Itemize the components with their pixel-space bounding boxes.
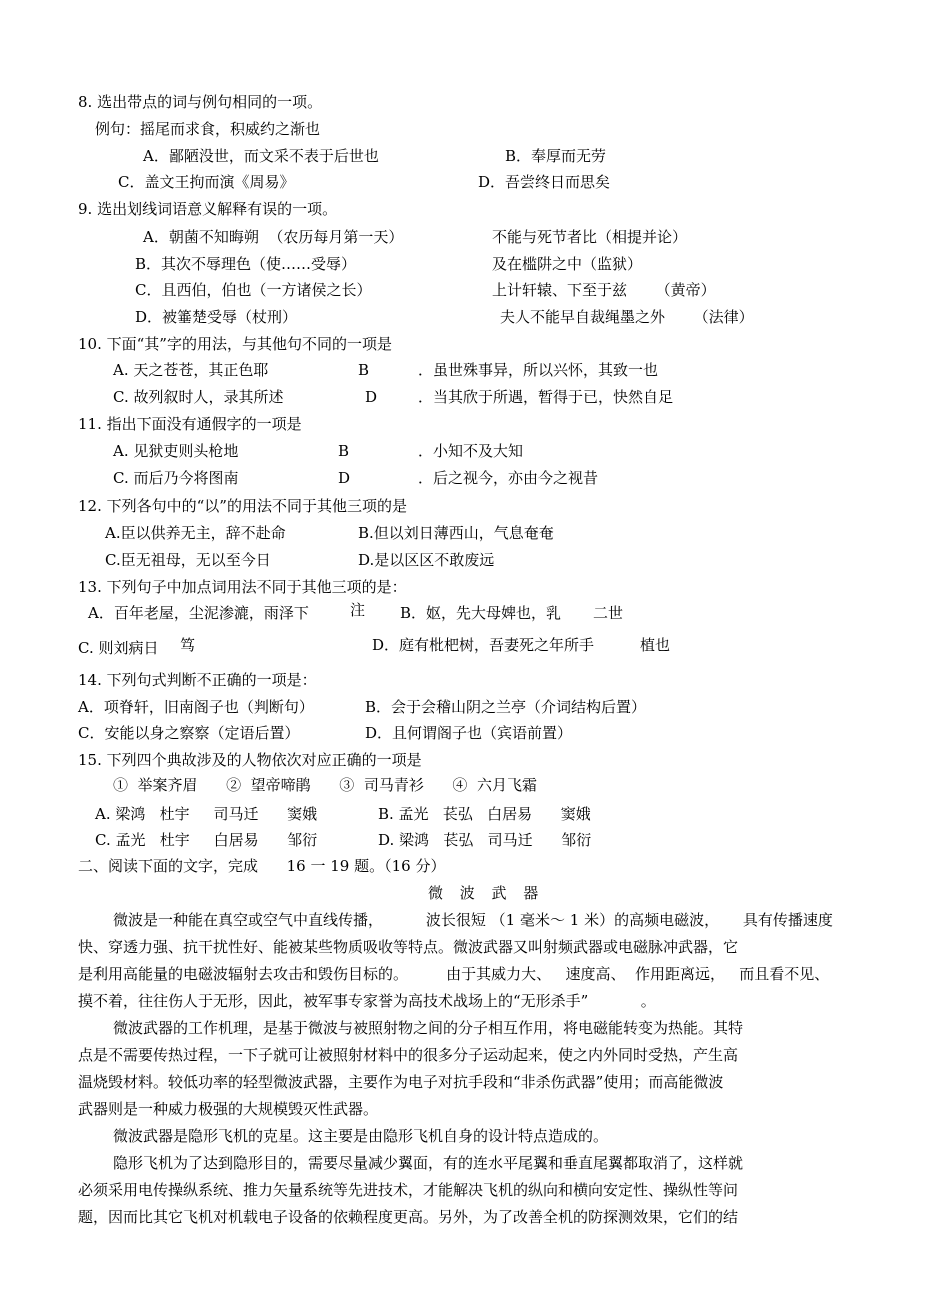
q15-stem: 15. 下列四个典故涉及的人物依次对应正确的一项是 — [78, 751, 422, 769]
q15-option-a: A. 梁鸿 杜宇 司马迁 窦娥 — [95, 805, 318, 823]
q10-option-a: A. 天之苍苍，其正色耶 — [113, 361, 269, 379]
q15-option-d: D. 梁鸿 苌弘 司马迁 邹衍 — [378, 831, 592, 849]
q10-option-d-letter: D — [365, 388, 378, 406]
article-line: 快、穿透力强、抗干扰性好、能被某些物质吸收等特点。微波武器又叫射频武器或电磁脉冲武器，它 — [78, 938, 739, 956]
q8-option-b: B．奉厚而无劳 — [505, 147, 607, 165]
article-line: 微波是一种能在真空或空气中直线传播， 波长很短 （1 毫米～ 1 米）的高频电磁波， 具有传播速度 — [113, 911, 833, 929]
q9-b-left: B．其次不辱理色（使……受辱） — [135, 255, 357, 273]
q9-b-right: 及在槛阱之中（监狱） — [492, 255, 643, 273]
q12-option-a: A.臣以供养无主，辞不赴命 — [105, 524, 286, 542]
q9-a-right: 不能与死节者比（相提并论） — [492, 228, 688, 246]
q9-d-right: 夫人不能早自裁绳墨之外 （法律） — [500, 308, 754, 326]
q14-option-c: C．安能以身之察察（定语后置） — [78, 724, 300, 742]
q14-option-a: A．项脊轩，旧南阁子也（判断句） — [78, 698, 314, 716]
q14-option-d: D．且何谓阁子也（宾语前置） — [365, 724, 573, 742]
q9-c-left: C．且西伯，伯也（一方诸侯之长） — [135, 281, 372, 299]
q12-option-c: C.臣无祖母，无以至今日 — [105, 551, 271, 569]
q10-stem: 10. 下面“其”字的用法，与其他句不同的一项是 — [78, 335, 392, 353]
q13-option-a: A．百年老屋，尘泥渗漉，雨泽下 — [88, 604, 309, 622]
q13-option-b: B．妪，先大母婢也，乳 — [400, 604, 562, 622]
q9-c-right: 上计轩辕、下至于兹 （黄帝） — [492, 281, 716, 299]
q8-option-c: C．盖文王拘而演《周易》 — [118, 173, 295, 191]
article-line: 隐形飞机为了达到隐形目的，需要尽量减少翼面，有的连水平尾翼和垂直尾翼都取消了，这样就 — [113, 1154, 744, 1172]
q13-option-a-word: 注 — [350, 601, 366, 619]
q9-d-left: D．被箠楚受辱（杖刑） — [135, 308, 298, 326]
q13-stem: 13. 下列句子中加点词用法不同于其他三项的是： — [78, 578, 407, 596]
q10-option-b-letter: B — [358, 361, 370, 379]
q13-option-d: D．庭有枇杷树，吾妻死之年所手 — [372, 636, 595, 654]
q9-a-left: A．朝菌不知晦朔 （农历每月第一天） — [143, 228, 404, 246]
q12-option-d: D.是以区区不敢废远 — [358, 551, 495, 569]
q15-allusions: ① 举案齐眉 ② 望帝啼鹃 ③ 司马青衫 ④ 六月飞霜 — [113, 776, 537, 794]
q10-option-b: ．虽世殊事异，所以兴怀，其致一也 — [418, 361, 659, 379]
article-title: 微 波 武 器 — [428, 884, 545, 902]
article-line: 微波武器是隐形飞机的克星。这主要是由隐形飞机自身的设计特点造成的。 — [113, 1127, 609, 1145]
article-line: 必须采用电传操纵系统、推力矢量系统等先进技术，才能解决飞机的纵向和横向安定性、操纵性等问 — [78, 1181, 739, 1199]
q11-option-a: A. 见狱吏则头枪地 — [113, 442, 239, 460]
q8-example: 例句：摇尾而求食，积威约之渐也 — [95, 120, 321, 138]
q13-option-b-word: 二世 — [593, 604, 624, 622]
q14-option-b: B．会于会稽山阴之兰亭（介词结构后置） — [365, 698, 647, 716]
q12-stem: 12. 下列各句中的“以”的用法不同于其他三项的是 — [78, 497, 407, 515]
q12-option-b: B.但以刘日薄西山，气息奄奄 — [358, 524, 554, 542]
q10-option-c: C. 故列叙时人，录其所述 — [113, 388, 284, 406]
q13-option-c-word: 笃 — [180, 636, 196, 654]
article-line: 摸不着，往往伤人于无形，因此，被军事专家誉为高技术战场上的“无形杀手” 。 — [78, 992, 656, 1010]
article-line: 武器则是一种威力极强的大规模毁灭性武器。 — [78, 1100, 379, 1118]
q8-option-d: D．吾尝终日而思矣 — [478, 173, 611, 191]
q11-stem: 11. 指出下面没有通假字的一项是 — [78, 415, 302, 433]
article-line: 题，因而比其它飞机对机载电子设备的依赖程度更高。另外，为了改善全机的防探测效果，它们的结 — [78, 1208, 739, 1226]
q11-option-b-letter: B — [338, 442, 350, 460]
q14-stem: 14. 下列句式判断不正确的一项是： — [78, 671, 317, 689]
q13-option-c: C. 则刘病日 — [78, 639, 159, 657]
article-line: 是利用高能量的电磁波辐射去攻击和毁伤目标的。 由于其威力大、 速度高、 作用距离远， 而且看不见、 — [78, 965, 830, 983]
q8-option-a: A．鄙陋没世，而文采不表于后世也 — [143, 147, 379, 165]
q11-option-d-letter: D — [338, 469, 351, 487]
q11-option-c: C. 而后乃今将图南 — [113, 469, 239, 487]
q15-option-b: B. 孟光 苌弘 白居易 窦娥 — [378, 805, 591, 823]
article-line: 微波武器的工作机理，是基于微波与被照射物之间的分子相互作用，将电磁能转变为热能。其特 — [113, 1019, 744, 1037]
q11-option-d: ．后之视今，亦由今之视昔 — [418, 469, 599, 487]
q9-stem: 9. 选出划线词语意义解释有误的一项。 — [78, 200, 338, 218]
section2-heading: 二、阅读下面的文字，完成 16 一 19 题。（16 分） — [78, 857, 446, 875]
article-line: 温烧毁材料。较低功率的轻型微波武器，主要作为电子对抗手段和“非杀伤武器”使用；而高能微波 — [78, 1073, 724, 1091]
q11-option-b: ．小知不及大知 — [418, 442, 524, 460]
q8-stem: 8. 选出带点的词与例句相同的一项。 — [78, 93, 323, 111]
q13-option-d-word: 植也 — [640, 636, 671, 654]
q15-option-c: C. 孟光 杜宇 白居易 邹衍 — [95, 831, 318, 849]
article-line: 点是不需要传热过程，一下子就可让被照射材料中的很多分子运动起来，使之内外同时受热，产生高 — [78, 1046, 739, 1064]
q10-option-d: ．当其欣于所遇，暂得于已，快然自足 — [418, 388, 674, 406]
